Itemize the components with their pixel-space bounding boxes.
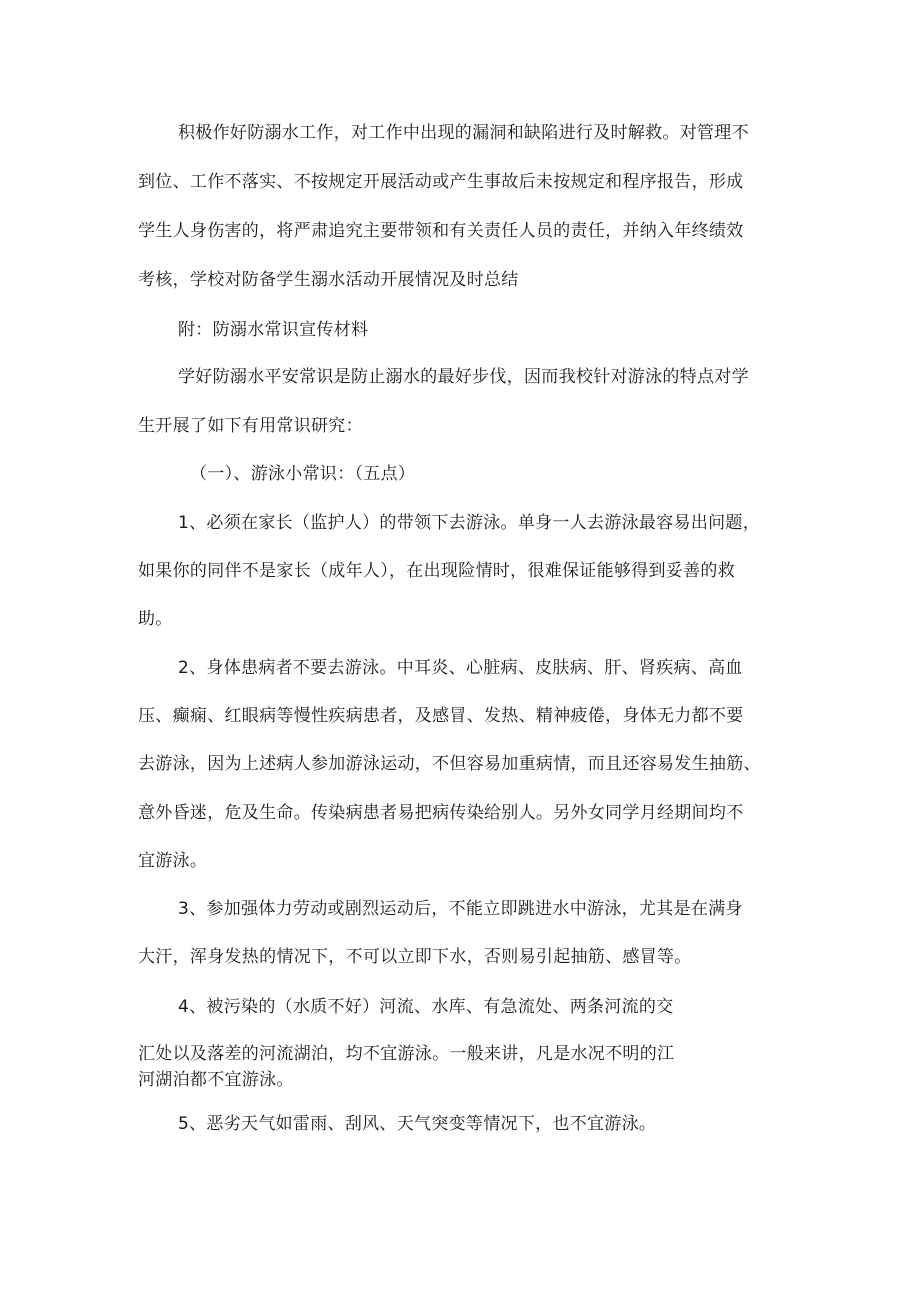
item-2-line-5: 宜游泳。: [138, 851, 208, 871]
item-4-line-3: 河湖泊都不宜游泳。: [138, 1070, 294, 1090]
item-2-line-2: 压、癫痫、红眼病等慢性疾病患者，及感冒、发热、精神疲倦，身体无力都不要: [138, 706, 744, 726]
item-2-line-4: 意外昏迷，危及生命。传染病患者易把病传染给别人。另外女同学月经期间均不: [138, 803, 744, 823]
section-heading: （一）、游泳小常识：（五点）: [190, 464, 416, 484]
item-5-line-1: 5、恶劣天气如雷雨、刮风、天气突变等情况下，也不宜游泳。: [178, 1114, 657, 1134]
item-4-line-1: 4、被污染的（水质不好）河流、水库、有急流处、两条河流的交: [178, 997, 674, 1017]
paragraph-1-line-3: 学生人身伤害的，将严肃追究主要带领和有关责任人员的责任，并纳入年终绩效: [138, 221, 744, 241]
item-1-line-1: 1、必须在家长（监护人）的带领下去游泳。单身一人去游泳最容易出问题，: [178, 513, 761, 533]
item-2-line-3: 去游泳，因为上述病人参加游泳运动，不但容易加重病情，而且还容易发生抽筋、: [138, 754, 761, 774]
paragraph-1-line-4: 考核，学校对防备学生溺水活动开展情况及时总结: [138, 270, 519, 290]
item-4-line-2: 汇处以及落差的河流湖泊，均不宜游泳。一般来讲，凡是水况不明的江: [138, 1044, 675, 1064]
intro-line-1: 学好防溺水平安常识是防止溺水的最好步伐，因而我校针对游泳的特点对学: [178, 367, 749, 387]
item-1-line-2: 如果你的同伴不是家长（成年人），在出现险情时，很难保证能够得到妥善的救: [138, 561, 735, 581]
paragraph-1-line-1: 积极作好防溺水工作，对工作中出现的漏洞和缺陷进行及时解救。对管理不: [178, 123, 749, 143]
intro-line-2: 生开展了如下有用常识研究：: [138, 416, 363, 436]
item-3-line-1: 3、参加强体力劳动或剧烈运动后，不能立即跳进水中游泳，尤其是在满身: [178, 899, 743, 919]
attachment-title: 附：防溺水常识宣传材料: [178, 320, 369, 340]
paragraph-1-line-2: 到位、工作不落实、不按规定开展活动或产生事故后未按规定和程序报告，形成: [138, 172, 744, 192]
item-3-line-2: 大汗，浑身发热的情况下，不可以立即下水，否则易引起抽筋、感冒等。: [138, 947, 692, 967]
item-1-line-3: 助。: [138, 609, 173, 629]
item-2-line-1: 2、身体患病者不要去游泳。中耳炎、心脏病、皮肤病、肝、肾疾病、高血: [178, 658, 743, 678]
